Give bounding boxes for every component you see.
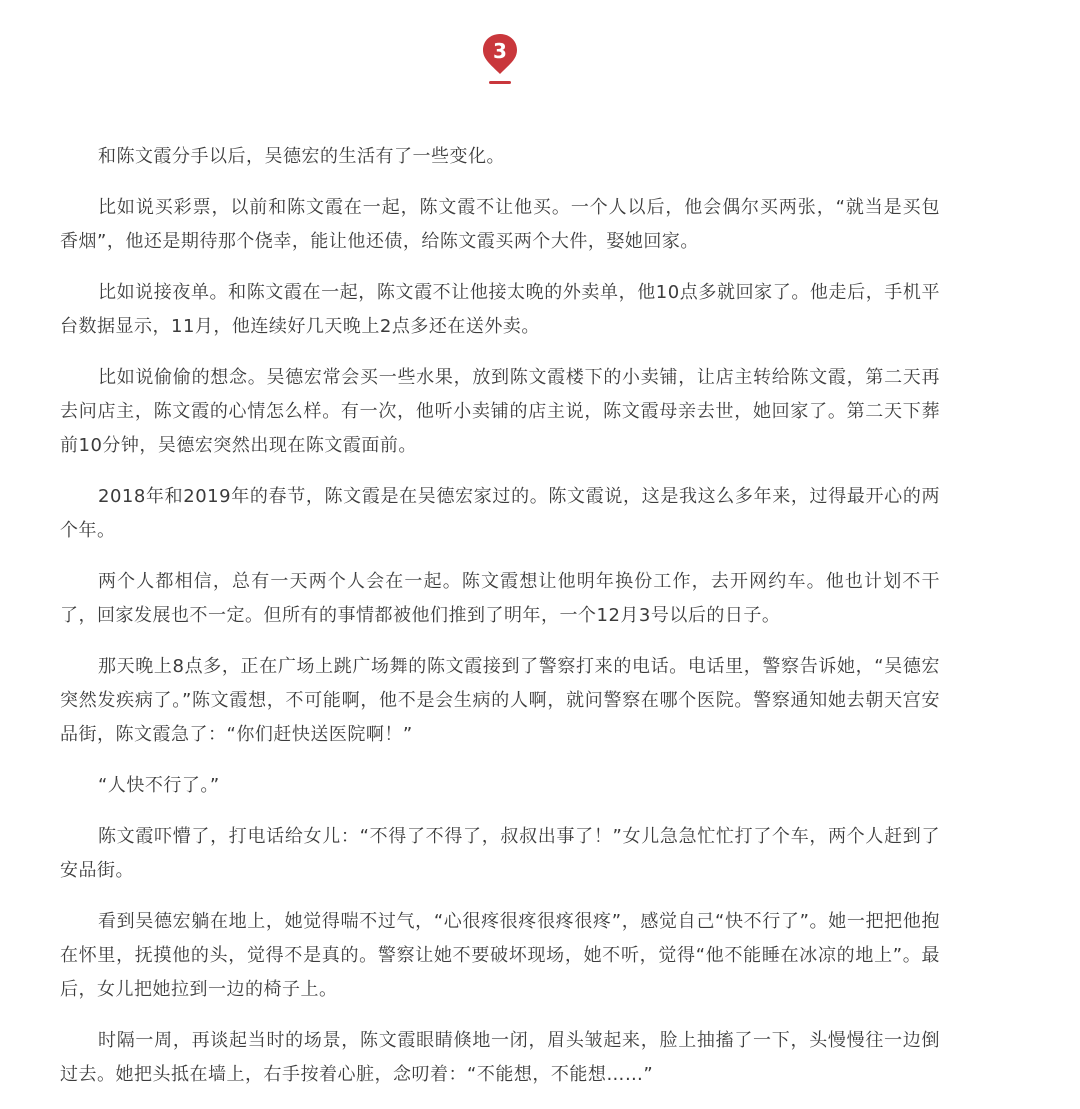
paragraph: 两个人都相信，总有一天两个人会在一起。陈文霞想让他明年换份工作，去开网约车。他也计划不干了，回家发展也不一定。但所有的事情都被他们推到了明年，一个12月3号以后的日子。 (60, 571, 940, 626)
paragraph: 看到吴德宏躺在地上，她觉得喘不过气，“心很疼很疼很疼很疼”，感觉自己“快不行了”。她一把把他抱在怀里，抚摸他的头，觉得不是真的。警察让她不要破坏现场，她不听，觉得“他不能睡在冰凉的地上”。最后，女儿把她拉到一边的椅子上。 (60, 911, 940, 1000)
marker-underline (489, 81, 511, 84)
paragraph: 和陈文霞分手以后，吴德宏的生活有了一些变化。 (98, 146, 505, 167)
paragraph: 比如说偷偷的想念。吴德宏常会买一些水果，放到陈文霞楼下的小卖铺，让店主转给陈文霞，第二天再去问店主，陈文霞的心情怎么样。有一次，他听小卖铺的店主说，陈文霞母亲去世，她回家了。第二天下葬前10分钟，吴德宏突然出现在陈文霞面前。 (60, 367, 940, 456)
paragraph: 时隔一周，再谈起当时的场景，陈文霞眼睛倏地一闭，眉头皱起来，脸上抽搐了一下，头慢慢往一边倒过去。她把头抵在墙上，右手按着心脏，念叨着：“不能想，不能想……” (60, 1030, 940, 1085)
paragraph: 那天晚上8点多，正在广场上跳广场舞的陈文霞接到了警察打来的电话。电话里，警察告诉她，“吴德宏突然发疾病了。”陈文霞想，不可能啊，他不是会生病的人啊，就问警察在哪个医院。警察通知她去朝天宫安品街，陈文霞急了：“你们赶快送医院啊！” (60, 656, 940, 745)
section-number-marker (481, 32, 519, 88)
article-body (60, 140, 940, 1109)
paragraph: 2018年和2019年的春节，陈文霞是在吴德宏家过的。陈文霞说，这是我这么多年来，过得最开心的两个年。 (60, 486, 940, 541)
paragraph: 陈文霞吓懵了，打电话给女儿：“不得了不得了，叔叔出事了！”女儿急急忙忙打了个车，两个人赶到了安品街。 (60, 826, 940, 881)
paragraph: “人快不行了。” (98, 775, 220, 796)
paragraph: 比如说接夜单。和陈文霞在一起，陈文霞不让他接太晚的外卖单，他10点多就回家了。他走后，手机平台数据显示，11月，他连续好几天晚上2点多还在送外卖。 (60, 282, 940, 337)
section-number: 3 (493, 39, 507, 63)
paragraph: 比如说买彩票，以前和陈文霞在一起，陈文霞不让他买。一个人以后，他会偶尔买两张，“就当是买包香烟”，他还是期待那个侥幸，能让他还债，给陈文霞买两个大件，娶她回家。 (60, 197, 940, 252)
